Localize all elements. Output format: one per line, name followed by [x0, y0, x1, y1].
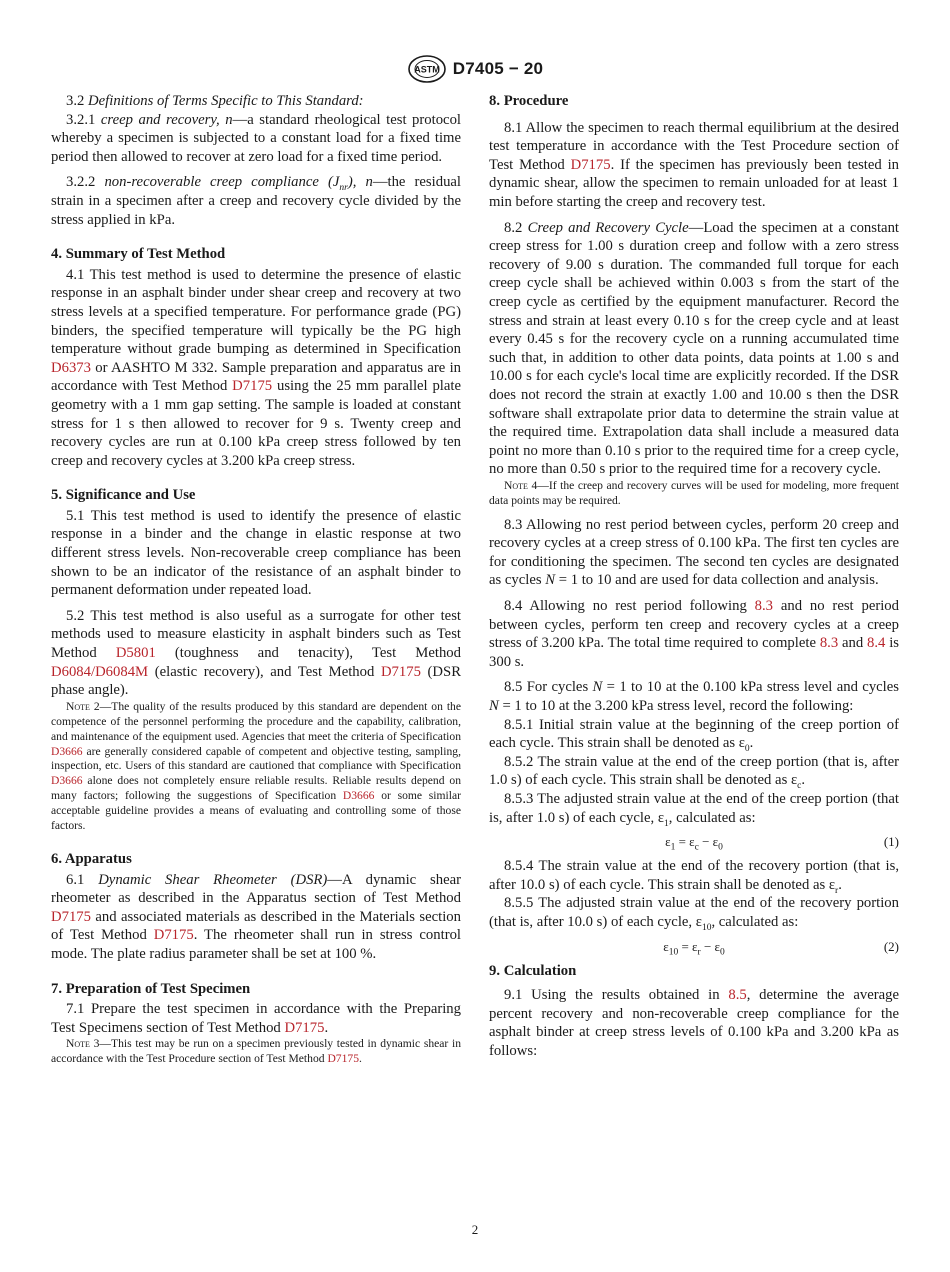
ref-d7175[interactable]: D7175 [153, 927, 194, 944]
left-column [51, 92, 461, 1067]
section-8-1: 8.1 Allow the specimen to reach thermal equilibrium at the desired test temperature in accordance with the Test Procedure section of Test Method D7175. If the specimen has previously been tested in dynamic shear, allow the specimen to remain unloaded for at least 1 min before starting the creep and recovery test. [489, 119, 899, 210]
standard-designation: D7405 − 20 [452, 59, 544, 78]
ref-d6084[interactable]: D6084/D6084M [51, 663, 149, 680]
equation-2-number: (2) [883, 938, 899, 954]
section-8-5-1: 8.5.1 Initial strain value at the beginning of the creep portion of each cycle. This strain shall be denoted as $\varepsilon_0$. [489, 716, 899, 755]
section-8-5: 8.5 For cycles N = 1 to 10 at the 0.100 kPa stress level and cycles N = 1 to 10 at the 3.200 kPa stress level, record the following: [489, 679, 899, 715]
right-column [489, 92, 899, 1061]
section-5-heading: 5. Significance and Use [51, 487, 196, 504]
ref-d5801[interactable]: D5801 [115, 645, 156, 662]
section-8-2: 8.2 Creep and Recovery Cycle—Load the specimen at a constant creep stress for 1.00 s duration creep and follow with a zero stress recovery of 9.00 s duration. The commanded full torque for each creep cycle shall be achieved within 0.003 s from the start of the creep cycle as certified by the equipment manufacturer. Record the stress and strain at least every 0.10 s for the creep cycle and at least every 0.45 s for the recovery cycle on a running accumulated time such that, in addition to other data points, data points at 1.00 s and 10.00 s for each cycle's local time are explicitly recorded. If the DSR does not record the strain at exactly 1.00 and 10.00 s then the DSR software shall extrapolate prior data to determine the strain value at the required time. Extrapolation data shall include a measured data point no more than 0.10 s prior to the required time for a creep cycle, no more than 0.50 s prior to the required time for a recovery cycle. [489, 219, 900, 478]
ref-d3666[interactable]: D3666 [342, 789, 375, 803]
section-4-heading: 4. Summary of Test Method [51, 246, 226, 263]
section-8-5-3: 8.5.3 The adjusted strain value at the end of the creep portion (that is, after 1.0 s) of each cycle, $\varepsilon_1$, calculated as: [489, 791, 899, 829]
section-3-2-1: 3.2.1 creep and recovery, n—a standard rheological test protocol whereby a specimen is subjected to a constant load for a fixed time period then allowed to recover at zero load for a fixed time period. [51, 111, 462, 165]
section-3-2: 3.2 Definitions of Terms Specific to This Standard: [66, 93, 364, 109]
section-9-heading: 9. Calculation [489, 962, 577, 979]
section-5-2: 5.2 This test method is also useful as a surrogate for other test methods used to measure elasticity in asphalt binders such as Test Method D5801 (toughness and tenacity), Test Method D6084/D6084M (elastic recovery), and Test Method D7175 (DSR phase angle). [51, 607, 462, 699]
section-9-1: 9.1 Using the results obtained in 8.5, determine the average percent recovery and non-recoverable creep compliance for the asphalt binder at creep stress levels of 0.100 kPa and 3.200 kPa as follows: [489, 987, 899, 1059]
ref-d7175[interactable]: D7175 [570, 156, 611, 173]
section-4-1: 4.1 This test method is used to determine the presence of elastic response in an asphalt binder under shear creep and recovery at two stress levels at a specified temperature. For performance grade (PG) binders, the specified temperature will typically be the PG high temperature without grade bumping as determined in Specification D6373 or AASHTO M 332. Sample preparation and apparatus are in accordance with Test Method D7175 using the 25 mm parallel plate geometry with a 1 mm gap setting. The sample is loaded at constant stress for 1 s then allowed to recover for 9 s. Twenty creep and recovery cycles are run at 0.100 kPa creep stress followed by ten creep and recovery cycles at 3.200 kPa creep stress. [51, 266, 461, 469]
section-7-heading: 7. Preparation of Test Specimen [51, 980, 251, 997]
section-8-heading: 8. Procedure [489, 93, 569, 109]
section-8-5-4: 8.5.4 The strain value at the end of the recovery portion (that is, after 10.0 s) of each cycle. This strain shall be denoted as $\varepsilon_r$. [489, 858, 899, 896]
equation-1-number: (1) [883, 834, 899, 850]
ref-d7175[interactable]: D7175 [284, 1019, 325, 1036]
equation-1-formula: $\varepsilon_1 = \varepsilon_c - \varepsilon_0$ [665, 834, 723, 853]
ref-d3666[interactable]: D3666 [51, 744, 83, 758]
section-8-5-2: 8.5.2 The strain value at the end of the creep portion (that is, after 1.0 s) of each cycle. This strain shall be denoted as $\varepsilon_c$. [489, 753, 899, 792]
section-6-1: 6.1 Dynamic Shear Rheometer (DSR)—A dynamic shear rheometer as described in the Apparatus section of Test Method D7175 and associated materials as described in the Materials section of Test Method D7175. The rheometer shall run in stress control mode. The plate radius parameter shall be set at 100 %. [51, 871, 462, 962]
note-2: Note 2—The quality of the results produced by this standard are dependent on the competence of the personnel performing the procedure and the capability, calibration, and maintenance of the equipment used. Agencies that meet the criteria of Specification D3666 are generally considered capable of competent and objective testing, sampling, inspection, etc. Users of this standard are cautioned that compliance with Specification D3666 alone does not completely ensure reliable results. Reliable results depend on many factors; following the suggestions of Specification D3666 or some similar acceptable guideline provides a means of evaluating and controlling some of those factors. [51, 699, 462, 833]
section-6-heading: 6. Apparatus [51, 850, 132, 867]
astm-logo-text: ASTM [414, 64, 440, 75]
section-8-4: 8.4 Allowing no rest period following 8.3 and no rest period between cycles, perform ten creep and recovery cycles at a creep stress of 3.200 kPa. The total time required to complete 8.3 and 8.4 is 300 s. [489, 598, 900, 670]
section-7-1: 7.1 Prepare the test specimen in accordance with the Preparing Test Specimens section of Test Method D7175. [51, 1001, 461, 1036]
section-8-3: 8.3 Allowing no rest period between cycles, perform 20 creep and recovery cycles at a creep stress of 0.100 kPa. The first ten cycles are for conditioning the specimen. The second ten cycles are designated as cycles N = 1 to 10 and are used for data collection and analysis. [489, 516, 899, 589]
section-5-1: 5.1 This test method is used to identify the presence of elastic response in a binder and the change in elastic response at two different stress levels. Non-recoverable creep compliance has been shown to be an indicator of the resistance of an asphalt binder to permanent deformation under repeated load. [51, 507, 461, 599]
ref-8-4[interactable]: 8.4 [867, 635, 886, 652]
equation-2-formula: $\varepsilon_{10} = \varepsilon_r - \varepsilon_0$ [663, 938, 725, 958]
ref-8-3[interactable]: 8.3 [754, 598, 773, 615]
ref-d6373[interactable]: D6373 [51, 359, 91, 376]
section-3-2-2: 3.2.2 non-recoverable creep compliance $(J_{nr})$, n—the residual strain in a specimen after a creep and recovery cycle divided by the stress applied in kPa. [51, 174, 462, 228]
note-3: Note 3—This test may be run on a specimen previously tested in dynamic shear in accordance with the Test Procedure section of Test Method D7175. [51, 1037, 461, 1066]
ref-d7175[interactable]: D7175 [327, 1052, 359, 1066]
ref-d7175[interactable]: D7175 [51, 908, 91, 925]
equation-1 [489, 830, 899, 854]
astm-logo [407, 54, 447, 84]
note-4: Note 4—If the creep and recovery curves will be used for modeling, more frequent data points may be required. [489, 478, 899, 507]
page-number: 2 [471, 1222, 479, 1237]
equation-2 [489, 935, 899, 959]
ref-8-3[interactable]: 8.3 [819, 635, 839, 652]
ref-d7175[interactable]: D7175 [380, 663, 421, 680]
ref-d3666[interactable]: D3666 [51, 774, 83, 788]
page-header [0, 54, 950, 84]
ref-8-5[interactable]: 8.5 [728, 987, 747, 1004]
section-8-5-5: 8.5.5 The adjusted strain value at the end of the recovery portion (that is, after 10.0 s) of each cycle, $\varepsilon_{10}$, calculated as: [489, 895, 899, 933]
ref-d7175[interactable]: D7175 [232, 378, 273, 395]
